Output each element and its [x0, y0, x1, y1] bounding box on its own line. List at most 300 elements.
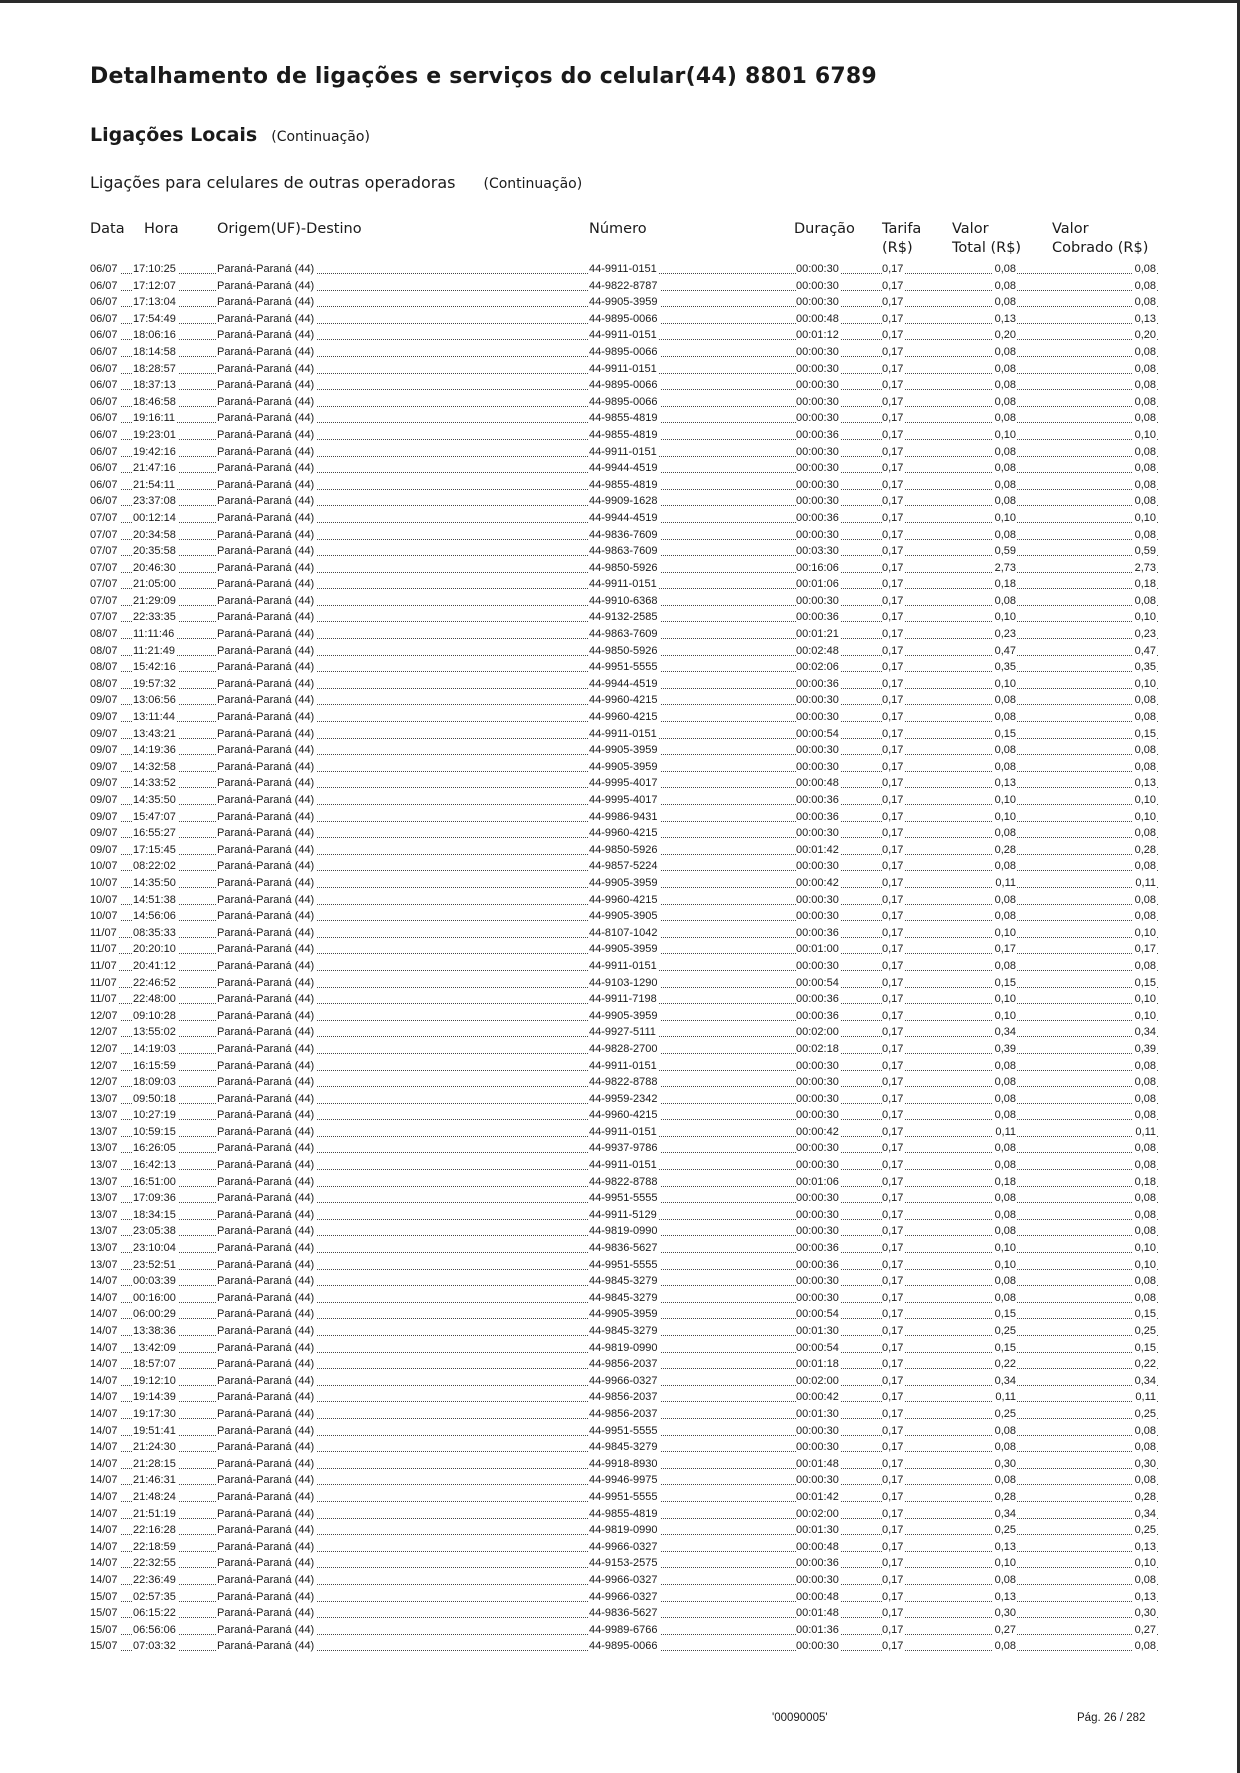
cell-tarifa: 0,17 [882, 578, 904, 591]
cell-hora: 22:16:28 [133, 1524, 176, 1537]
cell-numero: 44-9103-1290 [589, 976, 658, 989]
cell-duracao: 00:01:06 [796, 578, 839, 591]
cell-numero: 44-9927-5111 [589, 1026, 656, 1039]
cell-data: 07/07 [90, 578, 118, 591]
cell-valor-total: 0,25 [994, 1524, 1016, 1537]
cell-duracao: 00:00:36 [796, 926, 839, 939]
cell-duracao: 00:00:30 [796, 827, 839, 840]
cell-duracao: 00:01:30 [796, 1407, 839, 1420]
cell-hora: 21:29:09 [133, 594, 176, 607]
cell-numero: 44-9895-0066 [589, 345, 658, 358]
table-row [90, 279, 1158, 296]
cell-valor-total: 0,08 [994, 462, 1016, 475]
cell-data: 08/07 [90, 644, 118, 657]
cell-valor-total: 0,13 [994, 777, 1016, 790]
cell-valor-total: 0,34 [994, 1026, 1016, 1039]
cell-origem: Paraná-Paraná (44) [217, 694, 315, 707]
cell-duracao: 00:00:30 [796, 1059, 839, 1072]
table-row [90, 1224, 1158, 1241]
cell-hora: 10:59:15 [133, 1125, 176, 1138]
cell-valor-cobrado: 0,10 [1134, 993, 1156, 1006]
cell-valor-cobrado: 0,10 [1134, 1242, 1156, 1255]
col-header-valor-cobrado-line2: Cobrado (R$) [1052, 240, 1149, 256]
cell-tarifa: 0,17 [882, 312, 904, 325]
cell-numero: 44-9911-0151 [589, 1059, 657, 1072]
cell-tarifa: 0,17 [882, 1142, 904, 1155]
cell-hora: 20:35:58 [133, 545, 176, 558]
cell-duracao: 00:01:42 [796, 843, 839, 856]
cell-valor-cobrado: 0,20 [1134, 329, 1156, 342]
cell-duracao: 00:00:30 [796, 495, 839, 508]
cell-hora: 06:56:06 [133, 1623, 176, 1636]
cell-hora: 09:10:28 [133, 1009, 176, 1022]
cell-data: 12/07 [90, 1009, 118, 1022]
cell-numero: 44-9944-4519 [589, 677, 658, 690]
cell-tarifa: 0,17 [882, 1623, 904, 1636]
cell-valor-total: 0,08 [994, 1059, 1016, 1072]
cell-valor-total: 0,08 [994, 445, 1016, 458]
table-row [90, 362, 1158, 379]
table-row [90, 1507, 1158, 1524]
cell-duracao: 00:01:21 [796, 628, 839, 641]
cell-numero: 44-9944-4519 [589, 511, 658, 524]
cell-tarifa: 0,17 [882, 611, 904, 624]
cell-origem: Paraná-Paraná (44) [217, 1623, 315, 1636]
cell-origem: Paraná-Paraná (44) [217, 1258, 315, 1271]
cell-duracao: 00:00:36 [796, 511, 839, 524]
cell-valor-cobrado: 0,18 [1134, 578, 1156, 591]
table-row [90, 1291, 1158, 1308]
table-row [90, 660, 1158, 677]
cell-valor-cobrado: 0,34 [1134, 1507, 1156, 1520]
cell-valor-cobrado: 0,13 [1134, 1590, 1156, 1603]
cell-hora: 13:43:21 [133, 727, 176, 740]
cell-numero: 44-9905-3959 [589, 296, 658, 309]
cell-valor-cobrado: 0,08 [1134, 1192, 1156, 1205]
cell-duracao: 00:00:54 [796, 976, 839, 989]
cell-valor-total: 0,25 [994, 1407, 1016, 1420]
cell-valor-total: 0,34 [994, 1374, 1016, 1387]
cell-numero: 44-9822-8788 [589, 1175, 658, 1188]
cell-hora: 20:41:12 [133, 959, 176, 972]
cell-origem: Paraná-Paraná (44) [217, 1175, 315, 1188]
cell-hora: 21:47:16 [133, 462, 176, 475]
table-row [90, 1457, 1158, 1474]
cell-valor-cobrado: 0,08 [1134, 1076, 1156, 1089]
cell-duracao: 00:00:48 [796, 1590, 839, 1603]
cell-tarifa: 0,17 [882, 1507, 904, 1520]
table-row [90, 461, 1158, 478]
cell-numero: 44-9895-0066 [589, 312, 658, 325]
cell-tarifa: 0,17 [882, 644, 904, 657]
cell-duracao: 00:00:54 [796, 1341, 839, 1354]
cell-hora: 14:56:06 [133, 910, 176, 923]
cell-duracao: 00:00:36 [796, 611, 839, 624]
cell-tarifa: 0,17 [882, 1076, 904, 1089]
cell-origem: Paraná-Paraná (44) [217, 1325, 315, 1337]
cell-valor-total: 0,08 [994, 1474, 1016, 1487]
cell-valor-total: 0,08 [994, 1159, 1016, 1172]
cell-valor-total: 0,08 [994, 345, 1016, 358]
cell-data: 09/07 [90, 694, 118, 707]
cell-origem: Paraná-Paraná (44) [217, 777, 315, 790]
cell-hora: 19:51:41 [133, 1424, 176, 1437]
cell-valor-total: 0,08 [994, 296, 1016, 309]
cell-numero: 44-9153-2575 [589, 1557, 658, 1570]
cell-origem: Paraná-Paraná (44) [217, 827, 315, 840]
cell-duracao: 00:00:42 [796, 1391, 839, 1404]
cell-origem: Paraná-Paraná (44) [217, 1441, 315, 1454]
cell-duracao: 00:00:30 [796, 959, 839, 972]
cell-numero: 44-9905-3905 [589, 910, 658, 923]
cell-tarifa: 0,17 [882, 1258, 904, 1271]
cell-tarifa: 0,17 [882, 1391, 904, 1404]
cell-tarifa: 0,17 [882, 943, 904, 956]
cell-duracao: 00:00:36 [796, 810, 839, 823]
cell-valor-total: 0,22 [994, 1358, 1016, 1371]
table-row [90, 1009, 1158, 1026]
cell-duracao: 00:00:30 [796, 1092, 839, 1105]
cell-data: 12/07 [90, 1076, 118, 1089]
col-header-tarifa-line1: Tarifa [882, 221, 922, 237]
cell-tarifa: 0,17 [882, 545, 904, 558]
cell-origem: Paraná-Paraná (44) [217, 1291, 315, 1304]
cell-valor-total: 0,08 [994, 910, 1016, 923]
cell-data: 12/07 [90, 1042, 118, 1055]
cell-data: 07/07 [90, 594, 118, 607]
cell-valor-cobrado: 0,08 [1134, 1142, 1156, 1155]
cell-hora: 18:57:07 [133, 1358, 176, 1371]
cell-valor-cobrado: 0,08 [1134, 860, 1156, 873]
cell-valor-cobrado: 0,17 [1134, 943, 1156, 956]
cell-origem: Paraná-Paraná (44) [217, 511, 315, 524]
table-row [90, 693, 1158, 710]
cell-origem: Paraná-Paraná (44) [217, 1092, 315, 1105]
cell-hora: 21:05:00 [133, 578, 176, 591]
table-row [90, 445, 1158, 462]
cell-numero: 44-9895-0066 [589, 395, 658, 408]
table-row [90, 677, 1158, 694]
cell-numero: 44-9911-0151 [589, 959, 657, 972]
cell-hora: 23:37:08 [133, 495, 176, 508]
cell-hora: 18:09:03 [133, 1076, 176, 1089]
cell-duracao: 00:00:42 [796, 1125, 839, 1138]
cell-valor-cobrado: 0,08 [1134, 1573, 1156, 1586]
cell-valor-cobrado: 0,47 [1134, 644, 1156, 657]
cell-data: 09/07 [90, 827, 118, 840]
cell-duracao: 00:02:48 [796, 644, 839, 657]
cell-duracao: 00:00:30 [796, 1424, 839, 1437]
cell-origem: Paraná-Paraná (44) [217, 1557, 315, 1570]
cell-origem: Paraná-Paraná (44) [217, 1308, 315, 1321]
cell-data: 09/07 [90, 794, 118, 806]
table-row [90, 577, 1158, 594]
cell-hora: 18:06:16 [133, 329, 176, 342]
cell-numero: 44-9960-4215 [589, 694, 658, 707]
cell-tarifa: 0,17 [882, 1192, 904, 1205]
cell-hora: 17:15:45 [133, 843, 176, 856]
table-row [90, 1573, 1158, 1590]
cell-hora: 10:27:19 [133, 1109, 176, 1122]
cell-data: 09/07 [90, 843, 118, 856]
cell-data: 07/07 [90, 545, 118, 558]
cell-data: 13/07 [90, 1242, 118, 1255]
cell-data: 10/07 [90, 860, 118, 873]
col-header-valor-total-line2: Total (R$) [952, 240, 1022, 256]
cell-duracao: 00:01:06 [796, 1175, 839, 1188]
cell-data: 15/07 [90, 1623, 118, 1636]
cell-duracao: 00:00:30 [796, 694, 839, 707]
table-row [90, 1390, 1158, 1407]
cell-hora: 17:09:36 [133, 1192, 176, 1205]
cell-tarifa: 0,17 [882, 1441, 904, 1454]
cell-valor-total: 0,59 [994, 545, 1016, 558]
cell-numero: 44-9856-2037 [589, 1358, 658, 1371]
cell-numero: 44-9822-8788 [589, 1076, 658, 1089]
col-header-valor-cobrado [1052, 220, 1148, 258]
cell-valor-cobrado: 0,34 [1134, 1026, 1156, 1039]
cell-duracao: 00:00:36 [796, 428, 839, 441]
cell-duracao: 00:00:30 [796, 379, 839, 392]
cell-numero: 44-9855-4819 [589, 478, 658, 491]
cell-valor-cobrado: 0,08 [1134, 296, 1156, 309]
cell-duracao: 00:00:48 [796, 1540, 839, 1553]
cell-numero: 44-9905-3959 [589, 943, 658, 956]
cell-duracao: 00:00:30 [796, 1208, 839, 1221]
cell-valor-total: 0,08 [994, 959, 1016, 972]
cell-numero: 44-9905-3959 [589, 760, 658, 773]
cell-duracao: 00:00:30 [796, 594, 839, 607]
cell-duracao: 00:01:30 [796, 1524, 839, 1537]
cell-valor-total: 0,13 [994, 1590, 1016, 1603]
cell-hora: 22:33:35 [133, 611, 176, 624]
cell-hora: 00:12:14 [133, 511, 176, 524]
cell-hora: 18:28:57 [133, 362, 176, 375]
cell-valor-cobrado: 0,10 [1134, 511, 1156, 524]
cell-numero: 44-9911-0151 [589, 445, 657, 458]
cell-numero: 44-9856-2037 [589, 1407, 658, 1420]
cell-valor-total: 0,10 [994, 611, 1016, 624]
cell-numero: 44-9911-0151 [589, 362, 657, 375]
calls-table [90, 262, 1158, 1656]
cell-numero: 44-9819-0990 [589, 1341, 658, 1354]
table-row [90, 1158, 1158, 1175]
cell-valor-total: 0,08 [994, 1076, 1016, 1089]
cell-origem: Paraná-Paraná (44) [217, 644, 315, 657]
cell-hora: 00:03:39 [133, 1275, 176, 1288]
cell-data: 10/07 [90, 893, 118, 906]
cell-numero: 44-9911-0151 [589, 329, 657, 342]
cell-valor-total: 0,08 [994, 1441, 1016, 1454]
cell-numero: 44-9836-7609 [589, 528, 658, 541]
cell-valor-cobrado: 0,27 [1134, 1623, 1156, 1636]
page-title: Detalhamento de ligações e serviços do celular(44) 8801 6789 [90, 64, 877, 89]
cell-tarifa: 0,17 [882, 1407, 904, 1420]
cell-duracao: 00:02:00 [796, 1374, 839, 1387]
section-name: Ligações Locais [90, 124, 258, 146]
cell-hora: 16:42:13 [133, 1159, 176, 1172]
cell-tarifa: 0,17 [882, 1341, 904, 1354]
cell-hora: 11:21:49 [133, 644, 176, 657]
cell-valor-cobrado: 0,18 [1134, 1175, 1156, 1188]
cell-data: 13/07 [90, 1225, 118, 1238]
cell-duracao: 00:00:30 [796, 412, 839, 425]
cell-valor-total: 0,13 [994, 312, 1016, 325]
cell-tarifa: 0,17 [882, 445, 904, 458]
cell-data: 07/07 [90, 611, 118, 624]
cell-data: 13/07 [90, 1142, 118, 1155]
cell-valor-total: 0,10 [994, 1557, 1016, 1570]
cell-origem: Paraná-Paraná (44) [217, 760, 315, 773]
cell-valor-total: 0,08 [994, 711, 1016, 724]
cell-numero: 44-9819-0990 [589, 1225, 658, 1238]
cell-data: 14/07 [90, 1424, 118, 1437]
cell-hora: 22:18:59 [133, 1540, 176, 1553]
cell-valor-cobrado: 0,10 [1134, 926, 1156, 939]
cell-origem: Paraná-Paraná (44) [217, 395, 315, 408]
cell-valor-cobrado: 0,08 [1134, 412, 1156, 425]
cell-valor-total: 0,18 [994, 1175, 1016, 1188]
table-row [90, 760, 1158, 777]
cell-tarifa: 0,17 [882, 1092, 904, 1105]
cell-valor-cobrado: 0,08 [1134, 1092, 1156, 1105]
cell-valor-cobrado: 0,30 [1134, 1607, 1156, 1620]
cell-tarifa: 0,17 [882, 744, 904, 757]
table-row [90, 1556, 1158, 1573]
cell-data: 06/07 [90, 329, 118, 342]
cell-duracao: 00:00:30 [796, 1142, 839, 1155]
cell-origem: Paraná-Paraná (44) [217, 1507, 315, 1520]
cell-data: 09/07 [90, 760, 118, 773]
cell-tarifa: 0,17 [882, 827, 904, 840]
cell-hora: 17:10:25 [133, 263, 176, 275]
cell-origem: Paraná-Paraná (44) [217, 1242, 315, 1255]
table-row [90, 1440, 1158, 1457]
cell-tarifa: 0,17 [882, 893, 904, 906]
table-row [90, 1424, 1158, 1441]
cell-duracao: 00:00:30 [796, 1275, 839, 1288]
cell-valor-cobrado: 0,08 [1134, 395, 1156, 408]
cell-numero: 44-9966-0327 [589, 1573, 658, 1586]
col-header-valor-cobrado-line1: Valor [1052, 221, 1089, 237]
subsection-name: Ligações para celulares de outras operadoras [90, 173, 456, 192]
cell-data: 06/07 [90, 279, 118, 292]
cell-data: 13/07 [90, 1208, 118, 1221]
cell-valor-cobrado: 0,23 [1134, 628, 1156, 641]
cell-data: 13/07 [90, 1125, 118, 1138]
cell-hora: 13:11:44 [133, 711, 176, 724]
col-header-tarifa [882, 220, 921, 258]
cell-data: 14/07 [90, 1275, 118, 1288]
cell-valor-cobrado: 0,08 [1134, 528, 1156, 541]
cell-hora: 14:19:03 [133, 1042, 176, 1055]
subsection-note: (Continuação) [483, 176, 583, 192]
cell-origem: Paraná-Paraná (44) [217, 1424, 315, 1437]
cell-valor-total: 0,27 [994, 1623, 1016, 1636]
cell-numero: 44-9960-4215 [589, 1109, 658, 1122]
cell-valor-total: 0,10 [994, 1009, 1016, 1022]
cell-duracao: 00:01:18 [796, 1358, 839, 1371]
cell-valor-cobrado: 0,11 [1135, 1125, 1156, 1138]
table-row [90, 1175, 1158, 1192]
table-row [90, 876, 1158, 893]
cell-origem: Paraná-Paraná (44) [217, 976, 315, 989]
cell-data: 08/07 [90, 628, 118, 641]
cell-duracao: 00:00:30 [796, 711, 839, 724]
cell-valor-total: 0,08 [994, 379, 1016, 392]
cell-duracao: 00:00:36 [796, 1557, 839, 1570]
cell-origem: Paraná-Paraná (44) [217, 362, 315, 375]
cell-numero: 44-9845-3279 [589, 1291, 658, 1304]
cell-valor-total: 0,11 [995, 1125, 1016, 1138]
cell-numero: 44-9905-3959 [589, 744, 658, 757]
cell-valor-total: 0,08 [994, 1208, 1016, 1221]
cell-tarifa: 0,17 [882, 694, 904, 707]
cell-valor-total: 0,08 [994, 1225, 1016, 1238]
cell-origem: Paraná-Paraná (44) [217, 1225, 315, 1238]
cell-origem: Paraná-Paraná (44) [217, 959, 315, 972]
cell-tarifa: 0,17 [882, 1242, 904, 1255]
cell-hora: 20:34:58 [133, 528, 176, 541]
cell-hora: 21:48:24 [133, 1490, 176, 1503]
cell-hora: 23:05:38 [133, 1225, 176, 1238]
cell-data: 08/07 [90, 677, 118, 690]
cell-tarifa: 0,17 [882, 1308, 904, 1321]
cell-valor-cobrado: 0,10 [1134, 1258, 1156, 1271]
cell-valor-total: 0,08 [994, 279, 1016, 292]
cell-numero: 44-9951-5555 [589, 1192, 658, 1205]
cell-origem: Paraná-Paraná (44) [217, 428, 315, 441]
cell-valor-total: 0,08 [994, 1092, 1016, 1105]
cell-hora: 17:12:07 [133, 279, 176, 292]
cell-tarifa: 0,17 [882, 1590, 904, 1603]
cell-valor-cobrado: 0,08 [1134, 279, 1156, 292]
cell-duracao: 00:00:30 [796, 1291, 839, 1304]
col-header-numero: Número [589, 221, 647, 237]
cell-data: 14/07 [90, 1557, 118, 1570]
cell-tarifa: 0,17 [882, 760, 904, 773]
table-row [90, 1357, 1158, 1374]
table-row [90, 544, 1158, 561]
cell-numero: 44-9905-3959 [589, 1308, 658, 1321]
cell-valor-cobrado: 0,34 [1134, 1374, 1156, 1387]
cell-origem: Paraná-Paraná (44) [217, 993, 315, 1006]
cell-origem: Paraná-Paraná (44) [217, 1490, 315, 1503]
cell-data: 09/07 [90, 727, 118, 740]
cell-hora: 13:38:36 [133, 1325, 176, 1337]
cell-valor-total: 0,39 [994, 1042, 1016, 1055]
cell-numero: 44-9836-5627 [589, 1242, 658, 1255]
cell-tarifa: 0,17 [882, 1125, 904, 1138]
cell-origem: Paraná-Paraná (44) [217, 345, 315, 358]
cell-valor-total: 0,20 [994, 329, 1016, 342]
table-row [90, 727, 1158, 744]
cell-numero: 44-9951-5555 [589, 1490, 658, 1503]
cell-valor-total: 0,08 [994, 1109, 1016, 1122]
cell-tarifa: 0,17 [882, 395, 904, 408]
cell-valor-cobrado: 0,10 [1134, 810, 1156, 823]
cell-origem: Paraná-Paraná (44) [217, 1009, 315, 1022]
cell-valor-total: 0,10 [994, 677, 1016, 690]
table-row [90, 976, 1158, 993]
cell-valor-cobrado: 0,28 [1134, 1490, 1156, 1503]
cell-valor-cobrado: 0,08 [1134, 1291, 1156, 1304]
cell-tarifa: 0,17 [882, 1175, 904, 1188]
cell-numero: 44-9960-4215 [589, 827, 658, 840]
cell-origem: Paraná-Paraná (44) [217, 445, 315, 458]
cell-valor-cobrado: 0,22 [1134, 1358, 1156, 1371]
cell-valor-total: 0,10 [994, 1258, 1016, 1271]
